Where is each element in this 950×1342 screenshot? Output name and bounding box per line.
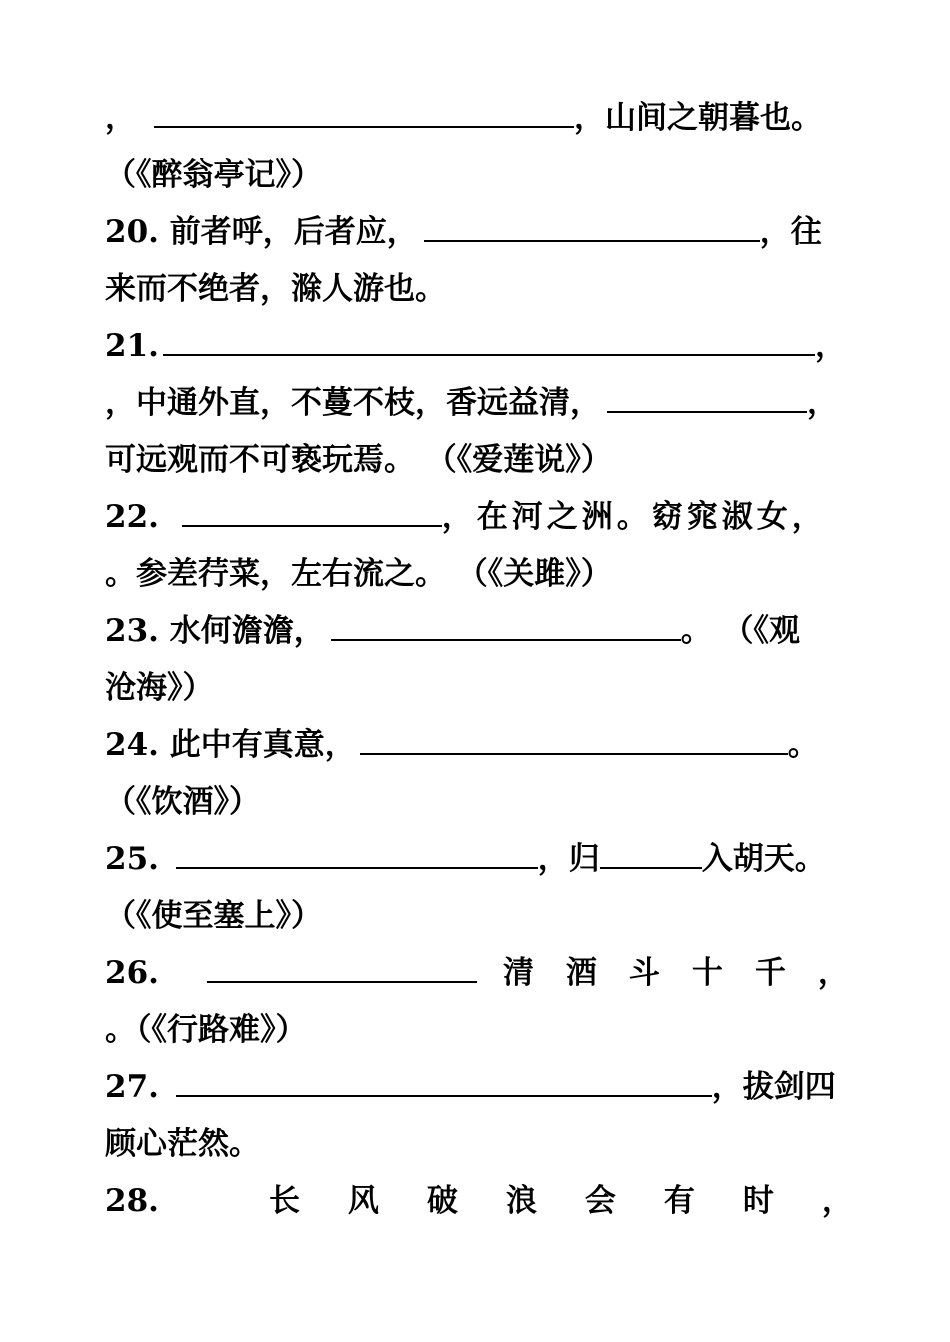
line-10 — [105, 607, 865, 655]
line-19 — [105, 1120, 865, 1168]
line-14 — [105, 835, 865, 883]
line-text: 28. — [105, 1183, 159, 1219]
line-text: 。（《行路难》） — [105, 1012, 307, 1048]
fill-in-blank[interactable] — [176, 835, 538, 869]
line-text: 可远观而不可亵玩焉。 （《爱莲说》） — [105, 442, 612, 478]
line-text: ，在河之洲。窈窕淑女， — [441, 499, 827, 535]
line-1 — [105, 94, 865, 142]
source-citation: （《饮酒》） — [105, 784, 260, 820]
line-text: 24. 此中有真意， — [105, 727, 356, 763]
line-text: 。 — [787, 727, 819, 763]
line-3 — [105, 208, 865, 256]
fill-in-blank[interactable] — [176, 1063, 712, 1097]
line-9 — [105, 550, 865, 598]
line-text: 入胡天。 — [701, 841, 826, 877]
line-text: 。 （《观 — [680, 613, 801, 649]
fill-in-blank[interactable] — [154, 94, 574, 128]
fill-in-blank[interactable] — [424, 208, 760, 242]
line-text: 。参差荇菜，左右流之。 （《关雎》） — [105, 556, 612, 592]
fill-in-blank[interactable] — [182, 493, 442, 527]
source-citation: （《醉翁亭记》） — [105, 157, 322, 193]
fill-in-blank[interactable] — [331, 607, 681, 641]
fill-in-blank[interactable] — [207, 949, 477, 983]
line-text: 22. — [105, 499, 170, 535]
line-11 — [105, 664, 865, 712]
line-16 — [105, 949, 881, 997]
line-18 — [105, 1063, 865, 1111]
fill-in-blank[interactable] — [600, 835, 702, 869]
line-2 — [105, 151, 865, 199]
line-13 — [105, 778, 865, 826]
fill-in-blank[interactable] — [163, 322, 815, 356]
line-8 — [105, 493, 865, 541]
line-text: ，中通外直，不蔓不枝，香远益清， — [105, 385, 601, 421]
line-text: 顾心茫然。 — [105, 1126, 260, 1162]
source-citation: （《使至塞上》） — [105, 898, 322, 934]
line-text: ，山间之朝暮也。 — [574, 100, 822, 136]
line-text: 25. — [105, 841, 170, 877]
line-6 — [105, 379, 865, 427]
line-text: 21. — [105, 328, 159, 364]
line-text: ， — [814, 328, 846, 364]
line-5 — [105, 322, 865, 370]
line-text: 来而不绝者，滁人游也。 — [105, 271, 446, 307]
line-text: ， — [807, 385, 838, 421]
line-text: 20. 前者呼，后者应， — [105, 214, 418, 250]
fill-in-blank[interactable] — [360, 721, 788, 755]
line-15 — [105, 892, 865, 940]
line-12 — [105, 721, 865, 769]
line-text: ， — [105, 100, 136, 136]
line-text: 清酒斗十千， — [502, 955, 881, 991]
line-4 — [105, 265, 865, 313]
line-7 — [105, 436, 865, 484]
line-text: 长风破浪会有时， — [268, 1183, 901, 1219]
line-text: 26. — [105, 955, 159, 991]
line-text: 23. 水何澹澹， — [105, 613, 325, 649]
line-20 — [105, 1177, 901, 1225]
line-17 — [105, 1006, 865, 1054]
line-text: ，归 — [537, 841, 600, 877]
source-citation: 沧海》） — [105, 670, 214, 706]
line-text: ，拔剑四 — [711, 1069, 836, 1105]
line-text: 27. — [105, 1069, 170, 1105]
fill-in-blank[interactable] — [607, 379, 807, 413]
line-text: ，往 — [759, 214, 822, 250]
